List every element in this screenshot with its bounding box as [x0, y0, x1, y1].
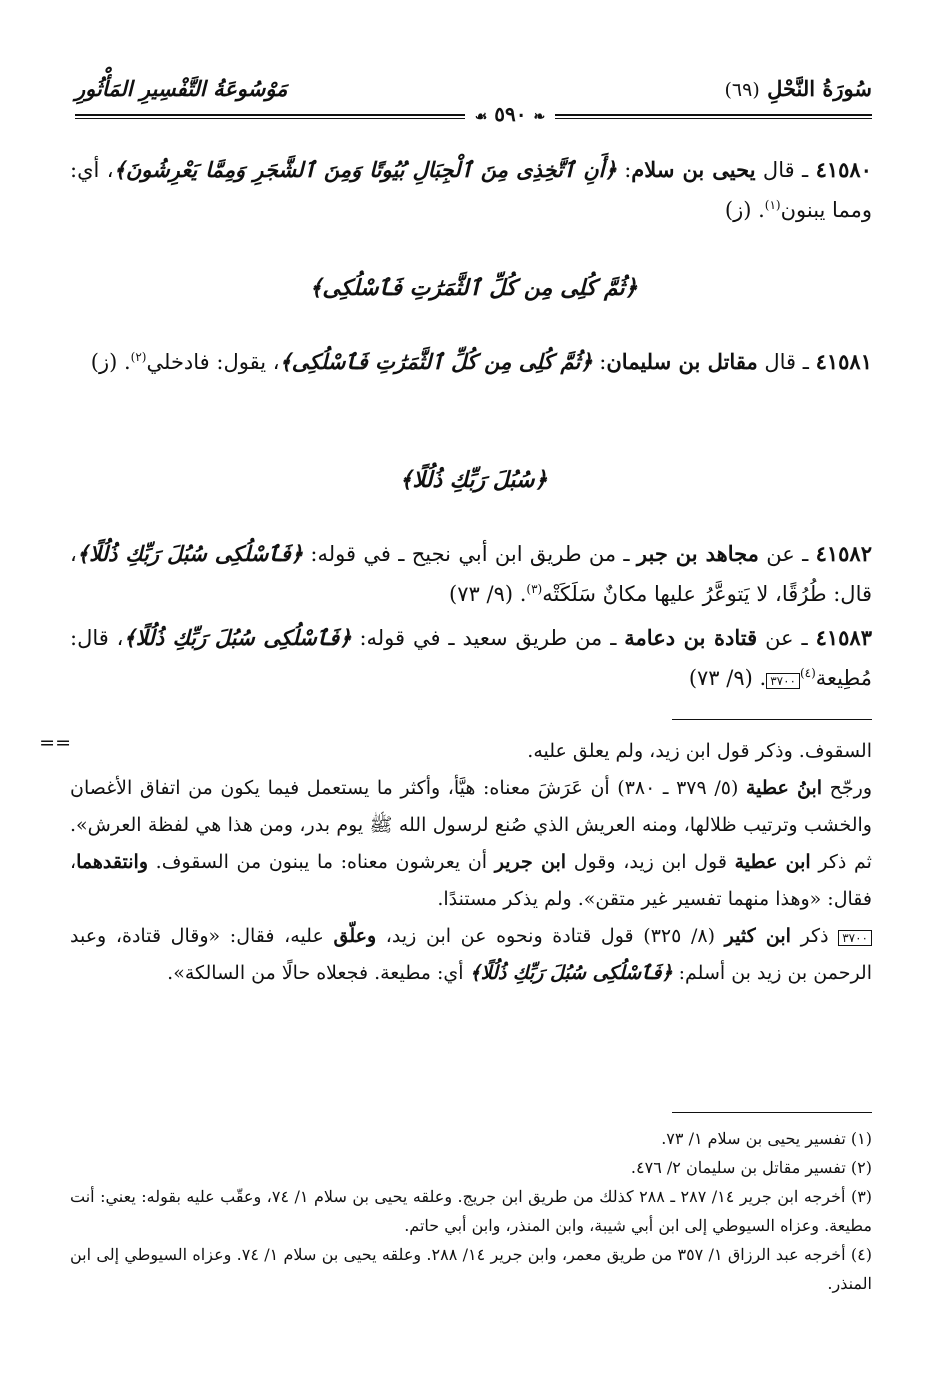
footnote-ref: (١) — [764, 198, 781, 212]
commentary-ref-box: ٣٧٠٠ — [766, 673, 800, 689]
note-text: (٨/ ٣٢٥) قول قتادة ونحوه عن ابن زيد، — [376, 925, 725, 947]
entry-author: يحيى بن سلام — [631, 157, 756, 182]
verse-heading: ﴿ثُمَّ كُلِى مِن كُلِّ ٱلثَّمَرَٰتِ فَٱسْلُكِى﴾ — [309, 275, 638, 301]
entry-41581 — [70, 342, 872, 382]
entry-text: ـ من طريق سعيد ـ في قوله: — [351, 626, 625, 650]
footnote-ref: (٤) — [799, 666, 816, 680]
ornament-icon: ❧ — [533, 109, 546, 125]
page-number — [465, 102, 555, 126]
entry-source: . (ز) — [90, 350, 131, 374]
entry-number: ٤١٥٨١ — [815, 349, 872, 374]
commentary-separator — [672, 719, 872, 720]
footnote-separator — [672, 1112, 872, 1113]
note-author: ابن جرير — [494, 851, 567, 873]
note-para-2 — [70, 770, 872, 918]
verse-heading: ﴿سُبُلَ رَبِّكِ ذُلُلًا﴾ — [399, 467, 548, 493]
footnote-ref: (٢) — [130, 350, 147, 364]
entry-text: ، قال: مُطِيعة — [70, 626, 872, 690]
quran-verse: ﴿أَنِ ٱتَّخِذِى مِنَ ٱلْجِبَالِ بُيُوتًا وَمِنَ ٱلشَّجَرِ وَمِمَّا يَعْرِشُونَ﴾ — [113, 157, 617, 182]
entry-source: . (ز) — [724, 198, 765, 222]
note-author: ابنُ عطية — [745, 777, 823, 799]
ornament-icon: ☙ — [474, 109, 488, 125]
surah-title — [724, 76, 872, 101]
entry-number: ٤١٥٨٢ — [815, 541, 872, 566]
entry-text: ـ من طريق ابن أبي نجيح ـ في قوله: — [303, 542, 637, 566]
entry-author: مجاهد بن جبر — [636, 541, 759, 566]
note-text: قول ابن زيد، وقول — [566, 851, 735, 873]
note-text: ، فقال: «وهذا منهما تفسير غير متقن». ولم يذكر مستندًا. — [70, 851, 872, 910]
entry-author: قتادة بن دعامة — [624, 625, 758, 650]
commentary-ref-box: ٣٧٠٠ — [838, 930, 872, 946]
entry-text: ، يقول: فادخلي — [146, 350, 280, 374]
footnote-3: (٣) أخرجه ابن جرير ١٤/ ٢٨٧ ـ ٢٨٨ كذلك من طريق ابن جريج. وعلقه يحيى بن سلام ١/ ٧٤، وعقّب عليه بقوله: يعني: أنت مطيعة. وعزاه السيوطي إلى ابن أبي شيبة، وابن المنذر، وابن أبي حاتم. — [70, 1187, 873, 1235]
footnotes — [70, 1124, 872, 1298]
note-verdict: وانتقدهما — [76, 851, 148, 873]
note-text: (٥/ ٣٧٩ ـ ٣٨٠) أن عَرَشَ معناه: هيَّأ، وأكثر ما يستعمل فيما يكون من اتفاق الأغصان والخشب وترتيب ظلالها، ومنه العريش الذي صُنع لرسول الله ﷺ يوم بدر، ومن هذا هي لفظة العرش». ثم ذكر — [70, 777, 872, 873]
quran-verse: ﴿ثُمَّ كُلِى مِن كُلِّ ٱلثَّمَرَٰتِ فَٱسْلُكِى﴾ — [279, 349, 593, 374]
footnote-2: (٢) تفسير مقاتل بن سليمان ٢/ ٤٧٦. — [630, 1158, 872, 1177]
entry-text: ، أي: ومما يبنون — [70, 158, 872, 222]
footnote-1: (١) تفسير يحيى بن سلام ١/ ٧٣. — [661, 1129, 872, 1148]
entry-source: . (٩/ ٧٣) — [449, 582, 527, 606]
note-para-1: السقوف. وذكر قول ابن زيد، ولم يعلق عليه. — [527, 740, 872, 762]
note-text: ورجّح — [822, 777, 872, 799]
entry-number: ٤١٥٨٠ — [815, 157, 872, 182]
quran-verse: ﴿فَٱسْلُكِى سُبُلَ رَبِّكِ ذُلُلًا﴾ — [76, 541, 304, 566]
surah-name: سُورَةُ النَّحْلِ — [767, 76, 872, 101]
continuation-marker: == — [39, 732, 71, 754]
entry-41583 — [70, 618, 872, 698]
quran-verse: ﴿فَٱسْلُكِى سُبُلَ رَبِّكِ ذُلُلًا﴾ — [123, 625, 352, 650]
entry-intro: ـ عن — [757, 626, 808, 650]
entry-intro: ـ قال — [755, 158, 809, 182]
entry-41582 — [70, 534, 872, 614]
entry-41580 — [70, 150, 872, 230]
page-number-box — [380, 102, 640, 128]
commentary-notes — [70, 733, 872, 992]
note-verdict: وعلّق — [333, 925, 377, 947]
verse-range: (٦٩) — [724, 79, 760, 101]
note-text: ذكر — [790, 925, 839, 947]
note-text: أي: مطيعة. فجعلاه حالًا من السالكة». — [167, 962, 470, 984]
entry-colon: : — [616, 158, 632, 182]
footnote-4: (٤) أخرجه عبد الرزاق ١/ ٣٥٧ من طريق معمر، وابن جرير ١٤/ ٢٨٨. وعلقه يحيى بن سلام ١/ ٧٤. وعزاه السيوطي إلى ابن المنذر. — [70, 1245, 872, 1293]
entry-source: . (٩/ ٧٣) — [688, 666, 767, 690]
entry-author: مقاتل بن سليمان — [606, 349, 758, 374]
entry-intro: ـ قال — [757, 350, 809, 374]
note-text: أن يعرشون معناه: ما يبنون من السقوف. — [148, 851, 495, 873]
entry-colon: : — [592, 350, 607, 374]
note-text: عليه، فقال: «وقال قتادة، وعبد الرحمن بن زيد بن أسلم: — [70, 925, 872, 984]
note-author: ابن عطية — [734, 851, 811, 873]
entry-intro: ـ عن — [758, 542, 809, 566]
entry-text: ، قال: طُرُقًا، لا يَتوعَّرُ عليها مكانٌ سَلَكَتْه — [70, 542, 872, 606]
entry-number: ٤١٥٨٣ — [815, 625, 872, 650]
quran-verse: ﴿فَٱسْلُكِى سُبُلَ رَبِّكِ ذُلُلًا﴾ — [469, 962, 673, 984]
book-title: مَوْسُوعَةُ التَّفْسِيرِ المَأْثُورِ — [75, 76, 288, 101]
note-author: ابن كثير — [724, 925, 791, 947]
note-para-3 — [70, 918, 872, 992]
page-number-value: ٥٩٠ — [494, 102, 527, 126]
footnote-ref: (٣) — [526, 582, 543, 596]
